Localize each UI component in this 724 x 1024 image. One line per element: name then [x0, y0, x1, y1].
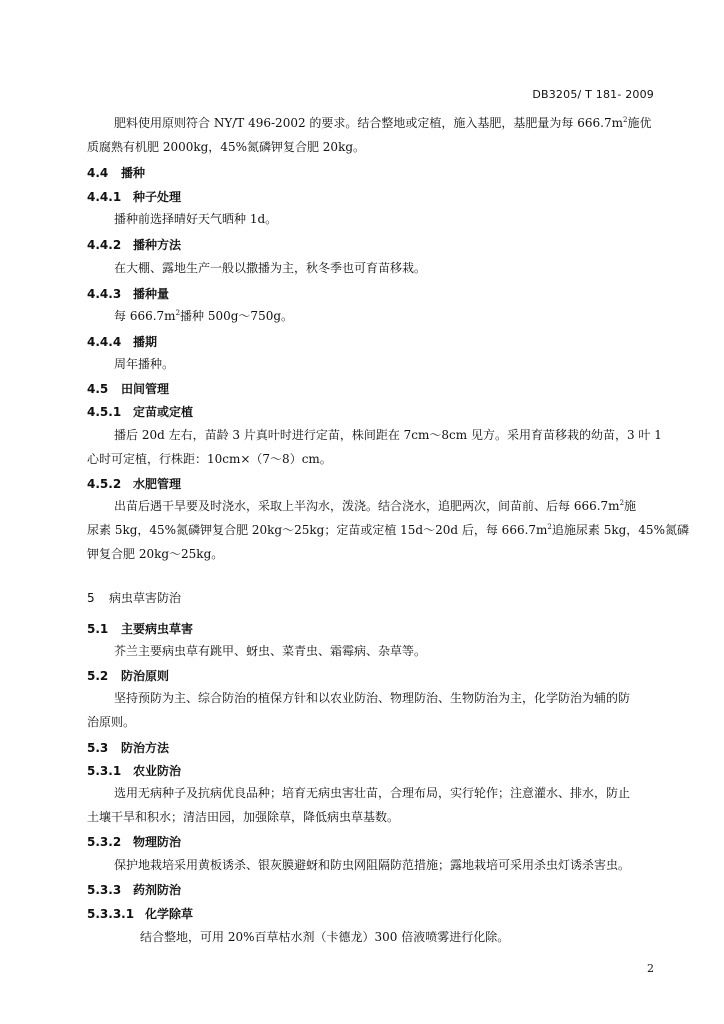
section-heading: 4.4.2 播种方法 [87, 238, 182, 252]
paragraph-line: 坚持预防为主、综合防治的植保方针和以农业防治、物理防治、生物防治为主，化学防治为辅的防 [114, 691, 631, 705]
page-number: 2 [647, 962, 654, 975]
paragraph-line: 治原则。 [87, 715, 136, 729]
section-heading: 5.3.3.1 化学除草 [87, 907, 194, 921]
paragraph-line: 每 $666.7m^2$播种 500g～750g。 [114, 309, 294, 323]
section-heading: 5.1 主要病虫草害 [87, 622, 194, 636]
section-heading: 4.5.1 定苗或定植 [87, 405, 194, 419]
paragraph-line: 土壤干旱和积水；清洁田园，加强除草，降低病虫草基数。 [87, 810, 400, 824]
section-heading: 5.3 防治方法 [87, 741, 170, 755]
paragraph-line: 保护地栽培采用黄板诱杀、银灰膜避蚜和防虫网阻隔防范措施；露地栽培可采用杀虫灯诱杀害虫。 [114, 858, 631, 872]
section-heading: 4.4 播种 [87, 166, 146, 180]
paragraph-line: 选用无病种子及抗病优良品种；培育无病虫害壮苗，合理布局，实行轮作；注意灌水、排水，防止 [114, 786, 631, 800]
section-heading: 5.3.1 农业防治 [87, 764, 182, 778]
paragraph-line: 心时可定植，行株距：10cm×（7～8）cm。 [87, 452, 332, 466]
paragraph-line: 肥料使用原则符合 NY/T 496-2002 的要求。结合整地或定植，施入基肥，基肥量为每 $666.7m^2$施优 [114, 116, 652, 130]
paragraph-line: 出苗后遇干旱要及时浇水，采取上半沟水，泼浇。结合浇水，追肥两次，间苗前、后每 $666.7m^2$施 [114, 499, 637, 513]
section-heading: 5.2 防治原则 [87, 669, 170, 683]
paragraph-line: 播种前选择晴好天气晒种 1d。 [114, 212, 278, 226]
section-heading: 4.5 田间管理 [87, 382, 170, 396]
section-heading: 5.3.2 物理防治 [87, 835, 182, 849]
section-heading: 5.3.3 药剂防治 [87, 883, 182, 897]
section-heading: 4.4.1 种子处理 [87, 190, 182, 204]
section-heading: 4.4.4 播期 [87, 335, 158, 349]
paragraph-line: 钾复合肥 20kg～25kg。 [87, 547, 224, 561]
paragraph-line: 尿素 5kg，45%氮磷钾复合肥 20kg～25kg；定苗或定植 15d～20d 后，每 $666.7m^2$追施尿素 5kg，45%氮磷 [87, 523, 689, 537]
paragraph-line: 在大棚、露地生产一般以撒播为主，秋冬季也可育苗移栽。 [114, 261, 427, 275]
paragraph-line: 质腐熟有机肥 2000kg，45%氮磷钾复合肥 20kg。 [87, 140, 366, 154]
paragraph-line: 播后 20d 左右，苗龄 3 片真叶时进行定苗，株间距在 7cm～8cm 见方。采用育苗移栽的幼苗，3 叶 1 [114, 428, 662, 442]
chapter-heading: 5 病虫草害防治 [87, 591, 182, 605]
section-heading: 4.5.2 水肥管理 [87, 477, 182, 491]
paragraph-line: 周年播种。 [114, 357, 175, 371]
section-heading: 4.4.3 播种量 [87, 287, 170, 301]
paragraph-line: 芥兰主要病虫草有跳甲、蚜虫、菜青虫、霜霉病、杂草等。 [114, 644, 427, 658]
paragraph-line: 结合整地，可用 20%百草枯水剂（卡德龙）300 倍液喷雾进行化除。 [140, 930, 510, 944]
document-code: DB3205/ T 181- 2009 [532, 88, 654, 101]
